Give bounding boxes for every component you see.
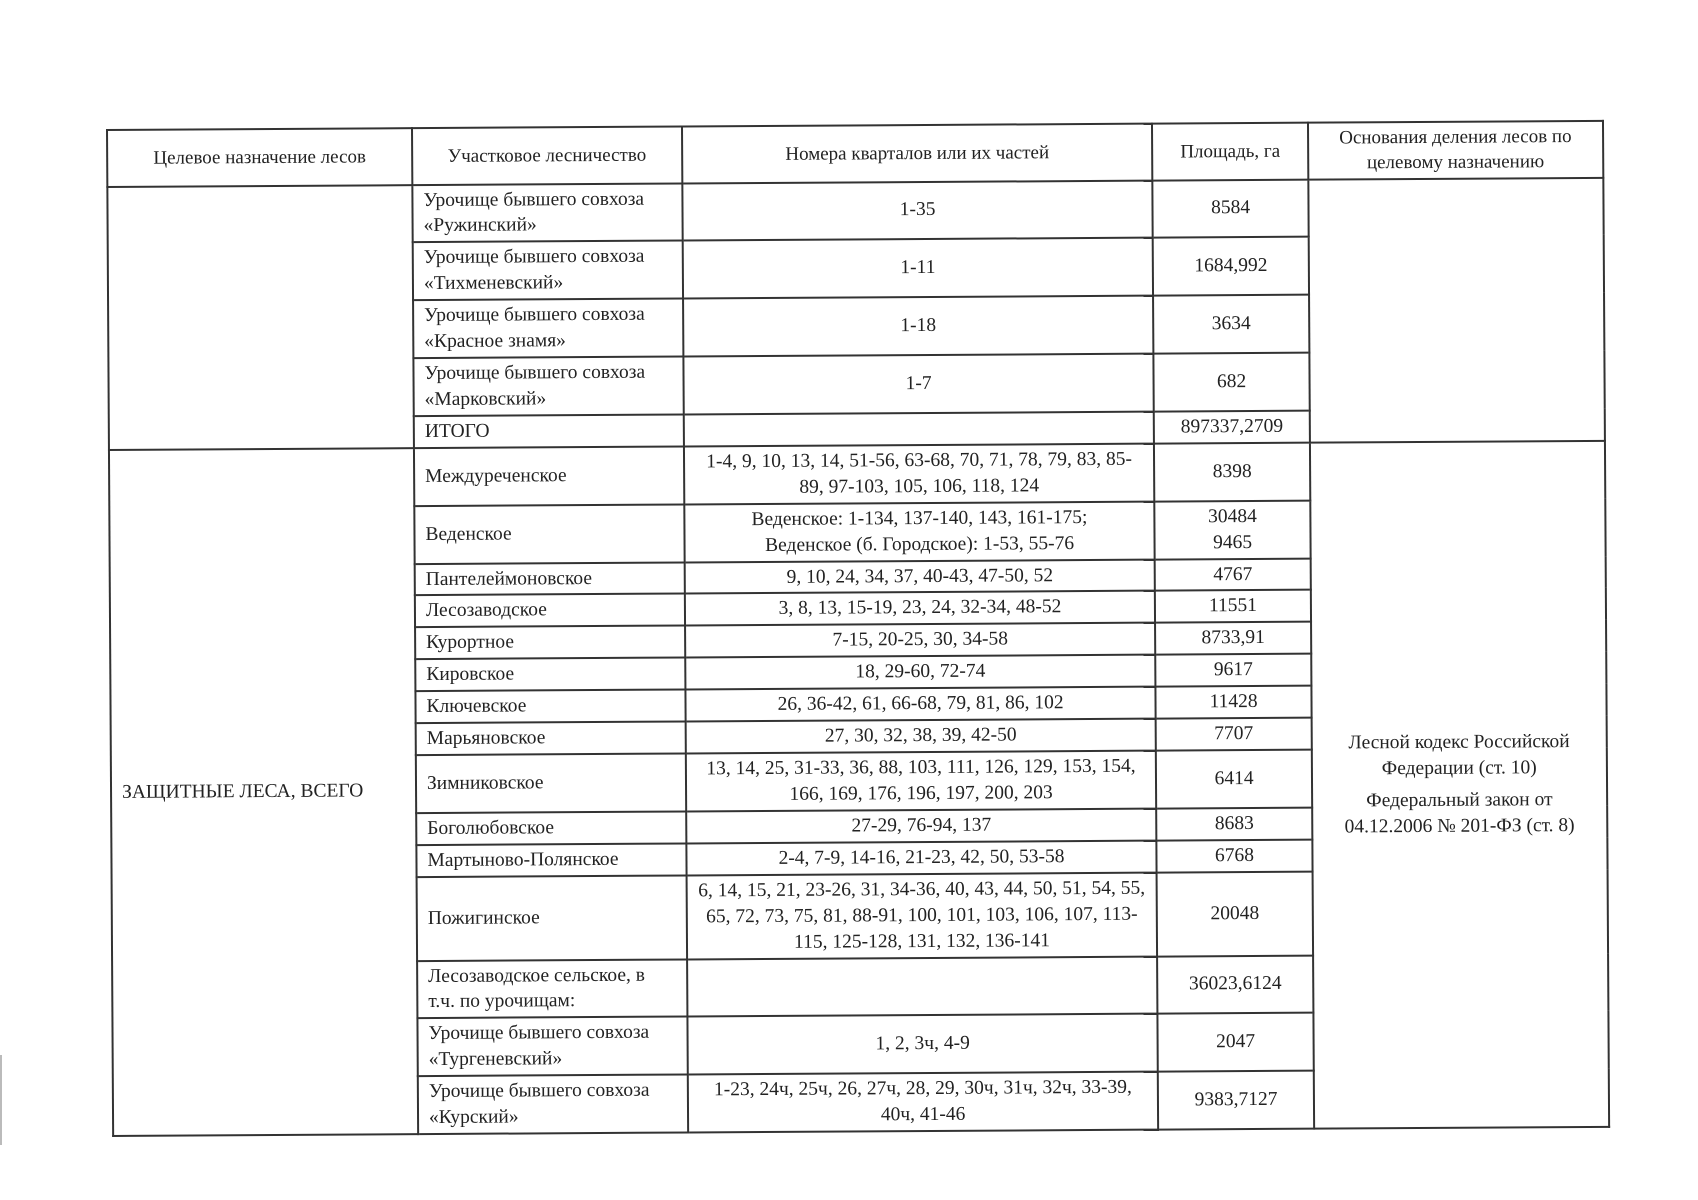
forest-purpose-table — [106, 120, 1610, 1137]
area-cell: 11551 — [1155, 590, 1310, 623]
forestry-cell: Боголюбовское — [416, 811, 686, 845]
quarters-cell: 26, 36-42, 61, 66-68, 79, 81, 86, 102 — [685, 687, 1156, 722]
header-basis: Основания деления лесов по целевому назначению — [1308, 121, 1604, 179]
quarters-cell: 9, 10, 24, 34, 37, 40-43, 47-50, 52 — [684, 559, 1155, 594]
area-cell: 682 — [1154, 353, 1310, 412]
forestry-cell: Марьяновское — [416, 722, 686, 756]
area-cell: 8584 — [1153, 179, 1309, 238]
header-forestry: Участковое лесничество — [412, 126, 682, 184]
area-cell: 20048 — [1157, 871, 1313, 956]
purpose-protective: ЗАЩИТНЫЕ ЛЕСА, ВСЕГО — [109, 448, 418, 1136]
forestry-cell: Лесозаводское — [415, 594, 685, 628]
area-cell: 4767 — [1155, 558, 1310, 591]
forestry-cell: Урочище бывшего совхоза «Курский» — [418, 1075, 688, 1134]
quarters-cell: 1-11 — [682, 238, 1153, 299]
area-line: 30484 — [1207, 505, 1257, 527]
area-cell: 8398 — [1154, 442, 1310, 501]
quarters-cell: 6, 14, 15, 21, 23-26, 31, 34-36, 40, 43, 44, 50, 51, 54, 55, 65, 72, 73, 75, 81, 88-91, 100, 101, 103, 106, 107, 113-115, 125-128, 131, 132, 136-141 — [686, 872, 1157, 959]
quarters-cell: 2-4, 7-9, 14-16, 21-23, 42, 50, 53-58 — [686, 840, 1157, 875]
area-line: 9465 — [1213, 531, 1253, 553]
forestry-cell: Урочище бывшего совхоза «Марковский» — [413, 357, 683, 416]
quarters-cell: 7-15, 20-25, 30, 34-58 — [685, 623, 1156, 658]
forestry-cell: Урочище бывшего совхоза «Тихменевский» — [413, 241, 683, 300]
purpose-cell-empty — [107, 185, 414, 450]
header-area: Площадь, га — [1152, 123, 1307, 180]
quarters-cell: 1-18 — [683, 296, 1154, 357]
quarters-line: Веденское: 1-134, 137-140, 143, 161-175; — [751, 506, 1088, 530]
total-area: 897337,2709 — [1154, 411, 1309, 444]
forestry-cell: Урочище бывшего совхоза «Тургеневский» — [417, 1017, 687, 1076]
quarters-cell: 13, 14, 25, 31-33, 36, 88, 103, 111, 126, 129, 153, 154, 166, 169, 176, 196, 197, 200, 203 — [685, 751, 1156, 812]
basis-forest-code: Лесной кодекс Российской Федерации (ст. 10) — [1348, 731, 1570, 780]
forestry-cell: Пантелеймоновское — [415, 562, 685, 596]
area-cell: 11428 — [1156, 686, 1311, 719]
area-cell: 8683 — [1157, 808, 1312, 841]
header-row — [107, 121, 1603, 187]
forestry-cell: Урочище бывшего совхоза «Красное знамя» — [413, 299, 683, 358]
forestry-cell: Урочище бывшего совхоза «Ружинский» — [412, 183, 682, 242]
area-cell: 9383,7127 — [1158, 1071, 1314, 1130]
area-cell: 7707 — [1156, 718, 1311, 751]
area-cell: 3634 — [1154, 295, 1310, 354]
header-quarters: Номера кварталов или их частей — [682, 124, 1153, 183]
area-cell: 1684,992 — [1153, 237, 1309, 296]
forestry-cell: Ключевское — [415, 690, 685, 724]
basis-cell-empty — [1308, 177, 1605, 442]
forestry-cell: Курортное — [415, 626, 685, 660]
area-cell — [1155, 500, 1311, 559]
quarters-line: Веденское (б. Городское): 1-53, 55-76 — [765, 532, 1075, 556]
area-cell: 6414 — [1156, 750, 1312, 809]
quarters-cell: 1-4, 9, 10, 13, 14, 51-56, 63-68, 70, 71, 78, 79, 83, 85-89, 97-103, 105, 106, 118, 124 — [684, 443, 1155, 504]
total-label: ИТОГО — [414, 414, 684, 448]
total-quarters-empty — [683, 412, 1154, 447]
table-row — [109, 441, 1605, 508]
quarters-cell: 18, 29-60, 72-74 — [685, 655, 1156, 690]
quarters-cell — [687, 956, 1158, 1017]
area-cell: 6768 — [1157, 839, 1312, 872]
forestry-cell: Междуреченское — [414, 446, 684, 505]
basis-federal-law: Федеральный закон от 04.12.2006 № 201-ФЗ (ст. 8) — [1344, 789, 1575, 838]
quarters-cell: 27-29, 76-94, 137 — [686, 808, 1157, 843]
forestry-cell: Лесозаводское сельское, в т.ч. по урочищам: — [417, 959, 687, 1018]
area-cell: 2047 — [1158, 1013, 1314, 1072]
document-page — [106, 120, 1610, 1137]
forestry-cell: Кировское — [415, 658, 685, 692]
quarters-cell — [684, 501, 1155, 562]
quarters-cell: 1-23, 24ч, 25ч, 26, 27ч, 28, 29, 30ч, 31ч, 32ч, 33-39, 40ч, 41-46 — [687, 1072, 1158, 1133]
header-purpose: Целевое назначение лесов — [107, 128, 412, 186]
scan-edge-mark — [0, 1055, 2, 1145]
forestry-cell: Мартыново-Полянское — [416, 843, 686, 877]
quarters-cell: 3, 8, 13, 15-19, 23, 24, 32-34, 48-52 — [684, 591, 1155, 626]
area-cell: 9617 — [1156, 654, 1311, 687]
quarters-cell: 27, 30, 32, 38, 39, 42-50 — [685, 719, 1156, 754]
forestry-cell: Зимниковское — [416, 754, 686, 813]
basis-protective — [1310, 441, 1610, 1129]
quarters-cell: 1, 2, 3ч, 4-9 — [687, 1014, 1158, 1075]
quarters-cell: 1-7 — [683, 354, 1154, 415]
table-row — [107, 177, 1603, 244]
quarters-cell: 1-35 — [682, 180, 1153, 241]
forestry-cell: Пожигинское — [417, 875, 687, 960]
area-cell: 8733,91 — [1156, 622, 1311, 655]
area-cell: 36023,6124 — [1158, 955, 1314, 1014]
forestry-cell: Веденское — [414, 504, 684, 563]
